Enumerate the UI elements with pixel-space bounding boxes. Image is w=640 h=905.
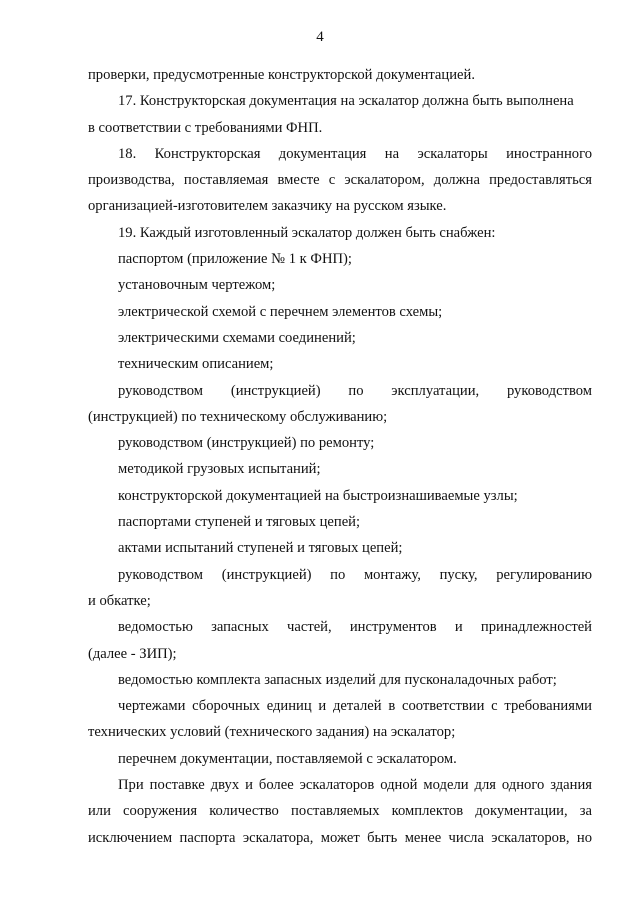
text-line: ведомостью запасных частей, инструментов и принадлежностей [118,619,592,636]
text-line: исключением паспорта эскалатора, может быть менее числа эскалаторов, но [88,829,592,846]
text-line: проверки, предусмотренные конструкторской документацией. [88,67,475,83]
text-line: производства, поставляемая вместе с эскалатором, должна предоставляться [88,172,592,189]
text-line: 18. Конструкторская документация на эскалаторы иностранного [118,145,592,162]
body-text [88,62,592,851]
text-line: техническим описанием; [118,356,274,373]
text-line: чертежами сборочных единиц и деталей в соответствии с требованиями [118,698,592,715]
text-line: руководством (инструкцией) по эксплуатации, руководством [118,382,592,399]
text-line: При поставке двух и более эскалаторов одной модели для одного здания [118,777,592,794]
text-line: и обкатке; [88,592,151,609]
text-line: актами испытаний ступеней и тяговых цепей; [118,540,403,557]
text-line: паспортами ступеней и тяговых цепей; [118,514,361,531]
text-line: (инструкцией) по техническому обслуживанию; [88,408,388,425]
text-line: методикой грузовых испытаний; [118,461,321,478]
page-number: 4 [316,29,324,45]
text-line: или сооружения количество поставляемых комплектов документации, за [88,803,592,820]
text-line: в соответствии с требованиями ФНП. [88,119,323,136]
text-line: электрическими схемами соединений; [118,329,356,346]
text-line: перечнем документации, поставляемой с эскалатором. [118,750,457,767]
text-line: 17. Конструкторская документация на эскалатор должна быть выполнена [118,93,574,110]
text-line: ведомостью комплекта запасных изделий для пусконаладочных работ; [118,671,557,688]
text-line: 19. Каждый изготовленный эскалатор должен быть снабжен: [118,224,496,241]
text-line: паспортом (приложение № 1 к ФНП); [118,251,352,268]
text-line: руководством (инструкцией) по ремонту; [118,435,375,452]
text-line: установочным чертежом; [118,277,276,294]
text-line: руководством (инструкцией) по монтажу, пуску, регулированию [118,566,592,583]
text-line: электрической схемой с перечнем элементов схемы; [118,303,443,320]
text-line: организацией-изготовителем заказчику на русском языке. [88,198,447,215]
text-line: конструкторской документацией на быстроизнашиваемые узлы; [118,487,518,504]
text-line: технических условий (технического задания) на эскалатор; [88,724,456,741]
text-line: (далее - ЗИП); [88,645,177,662]
